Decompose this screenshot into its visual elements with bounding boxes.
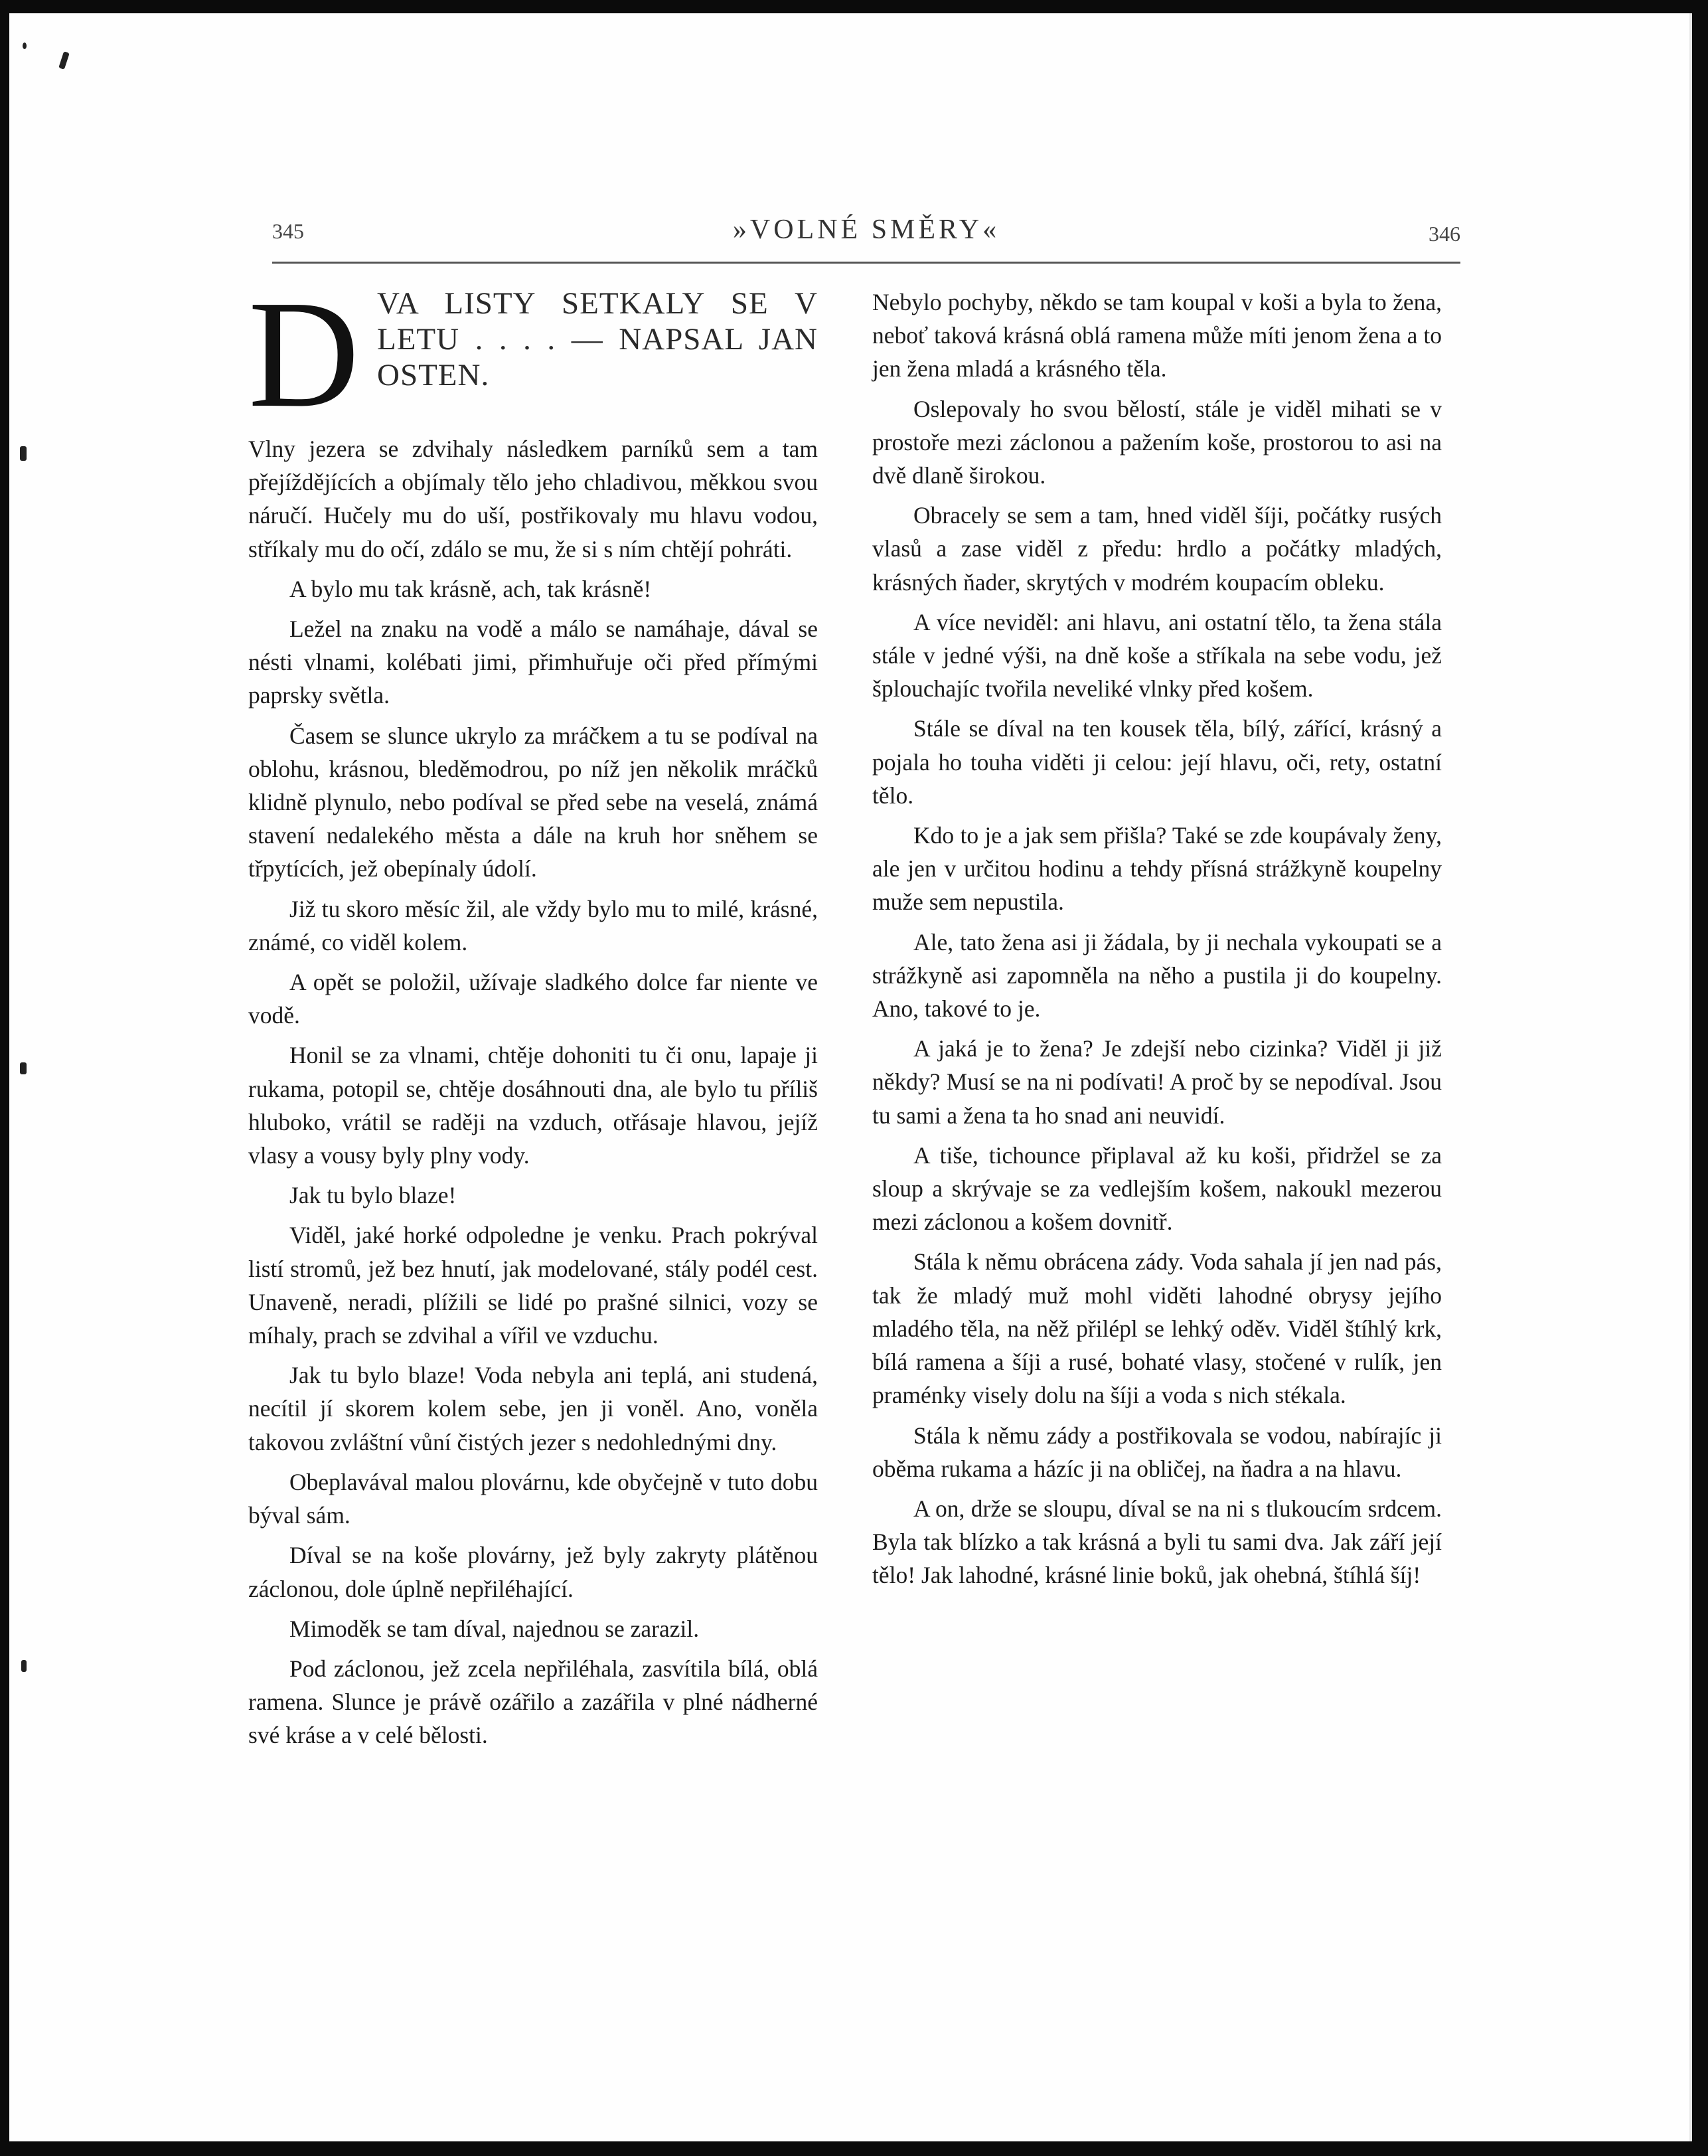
paragraph: A tiše, tichounce připlaval až ku koši, přidržel se za sloup a skrývaje se za vedlejším košem, nakoukl mezerou mezi záclonou a košem dovnitř.: [872, 1141, 1442, 1236]
paragraph: Nebylo pochyby, někdo se tam koupal v koši a byla to žena, neboť taková krásná oblá ramena může míti jenom žena a to jen žena mladá a krásného těla.: [872, 289, 1442, 382]
paragraph: A bylo mu tak krásně, ach, tak krásně!: [289, 575, 652, 602]
left-column: [248, 269, 818, 1759]
paragraph: Kdo to je a jak sem přišla? Také se zde koupávaly ženy, ale jen v určitou hodinu a tehdy přísná strážkyně koupelny muže sem nepustila.: [872, 822, 1442, 916]
article-title: VA LISTY SETKALY SE V LETU . . . . — NAPSAL JAN OSTEN.: [377, 286, 818, 392]
paragraph: Mimoděk se tam díval, najednou se zarazil.: [289, 1615, 700, 1642]
paragraph: Ale, tato žena asi ji žádala, by ji nechala vykoupati se a strážkyně asi zapomněla na něho a pustila ji do koupelny. Ano, takové to je.: [872, 928, 1442, 1023]
scan-speck: [21, 1660, 27, 1672]
paragraph: Časem se slunce ukrylo za mráčkem a tu se podíval na oblohu, krásnou, bleděmodrou, po níž jen několik mráčků klidně plynulo, nebo podíval se před sebe na veselá, známá stavení nedalekého města a dále na kruh hor sněhem se třpytících, jež obepínaly údolí.: [248, 722, 818, 882]
paragraph: Viděl, jaké horké odpoledne je venku. Prach pokrýval listí stromů, jež bez hnutí, jak modelované, stály podél cest. Unaveně, neradi, plížili se lidé po prašné silnici, vozy se míhaly, prach se zdvihal a vířil ve vzduchu.: [248, 1222, 818, 1349]
scan-border-left: [0, 0, 9, 2156]
paragraph: Již tu skoro měsíc žil, ale vždy bylo mu to milé, krásné, známé, co viděl kolem.: [248, 895, 818, 955]
paragraph: Ležel na znaku na vodě a málo se namáhaje, dával se nésti vlnami, kolébati jimi, přimhuřuje oči před přímými paprsky světla.: [248, 616, 818, 709]
paragraph: Díval se na koše plovárny, jež byly zakryty plátěnou záclonou, dole úplně nepřiléhající.: [248, 1542, 818, 1602]
paragraph: A opět se položil, užívaje sladkého dolce far niente ve vodě.: [248, 969, 818, 1029]
article-title-block: [248, 269, 818, 440]
scan-speck: [20, 446, 27, 461]
paragraph: Obracely se sem a tam, hned viděl šíji, počátky rusých vlasů a zase viděl z předu: hrdlo a počátky mladých, krásných ňader, skrytých v modrém koupacím obleku.: [872, 502, 1442, 596]
paragraph: Pod záclonou, jež zcela nepřiléhala, zasvítila bílá, oblá ramena. Slunce je právě ozářilo a zazářila v plné nádherné své kráse a v celé bělosti.: [248, 1655, 818, 1749]
scan-border-bottom: [0, 2141, 1708, 2156]
paragraph: Stále se díval na ten kousek těla, bílý, zářící, krásný a pojala ho touha viděti ji celou: její hlavu, oči, rety, ostatní tělo.: [872, 715, 1442, 809]
page-number-right: 346: [1429, 222, 1460, 246]
paragraph: A jaká je to žena? Je zdejší nebo cizinka? Viděl ji již někdy? Musí se na ni podívati! A proč by se nepodíval. Jsou tu sami a žena ta ho snad ani neuvidí.: [872, 1035, 1442, 1129]
paragraph: Vlny jezera se zdvihaly následkem parníků sem a tam přejíždějících a objímaly tělo jeho chladivou, měkkou svou náručí. Hučely mu do uší, postřikovaly mu hlavu vodou, stříkaly mu do očí, zdálo se mu, že si s ním chtějí pohráti.: [248, 436, 818, 562]
page-header: [272, 214, 1460, 251]
header-rule: [272, 262, 1460, 264]
scan-speck: [20, 1062, 27, 1074]
paragraph: Stála k němu zády a postřikovala se vodou, nabírajíc ji oběma rukama a házíc ji na obličej, na ňadra a na hlavu.: [872, 1422, 1442, 1482]
drop-cap: D: [248, 269, 360, 440]
paragraph: Oslepovaly ho svou bělostí, stále je viděl mihati se v prostoře mezi záclonou a pažením koše, prostorou to asi na dvě dlaně širokou.: [872, 395, 1442, 489]
paragraph: A on, drže se sloupu, díval se na ni s tlukoucím srdcem. Byla tak blízko a tak krásná a byli tu sami dva. Jak září její tělo! Jak lahodné, krásné linie boků, jak ohebná, štíhlá šíj!: [872, 1495, 1442, 1589]
right-column: [872, 286, 1442, 1599]
running-head: »VOLNÉ SMĚRY«: [732, 214, 1000, 245]
paragraph: Jak tu bylo blaze! Voda nebyla ani teplá, ani studená, necítil jí skorem kolem sebe, jen ji voněl. Ano, voněla takovou zvláštní vůní čistých jezer s nedohlednými dny.: [248, 1362, 818, 1455]
scan-speck: [23, 42, 27, 49]
paragraph: Stála k němu obrácena zády. Voda sahala jí jen nad pás, tak že mladý muž mohl viděti lahodné obrysy jejího mladého těla, na něž přilépl se lehký oděv. Viděl štíhlý krk, bílá ramena a šíji a rusé, bohaté vlasy, stočené v rulík, jen praménky visely dolu na šíji a voda s nich stékala.: [872, 1248, 1442, 1409]
paragraph: Jak tu bylo blaze!: [289, 1182, 457, 1209]
scan-border-right: [1692, 0, 1708, 2156]
page-number-left: 345: [272, 219, 304, 243]
paragraph: Honil se za vlnami, chtěje dohoniti tu či onu, lapaje ji rukama, potopil se, chtěje dosáhnouti dna, ale bylo tu příliš hluboko, vrátil se raději na vzduch, otřásaje hlavou, jejíž vlasy a vousy byly plny vody.: [248, 1042, 818, 1169]
paragraph: Obeplavával malou plovárnu, kde obyčejně v tuto dobu býval sám.: [248, 1468, 818, 1529]
scan-border-top: [0, 0, 1708, 13]
paragraph: A více neviděl: ani hlavu, ani ostatní tělo, ta žena stála stále v jedné výši, na dně koše a stříkala na sebe vodu, jež šplouchajíc tvořila neveliké vlnky před košem.: [872, 608, 1442, 703]
